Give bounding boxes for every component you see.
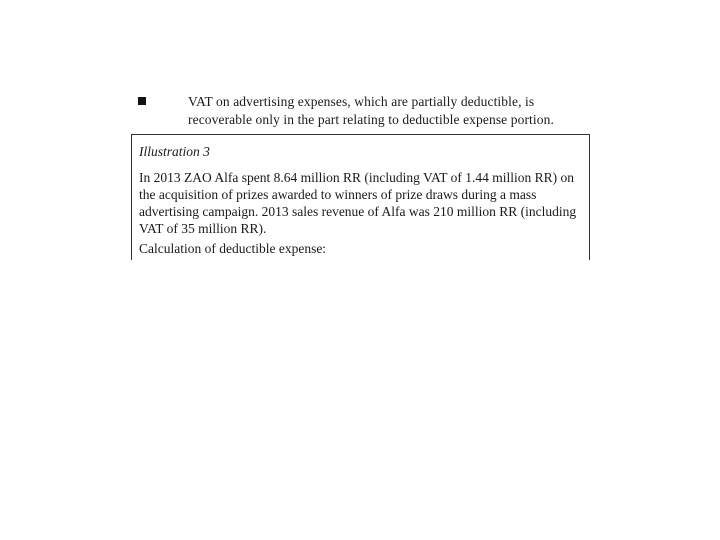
illustration-title: Illustration 3 <box>139 144 210 159</box>
square-bullet-icon <box>138 97 146 105</box>
calculation-label: Calculation of deductible expense: <box>139 241 327 256</box>
illustration-paragraph: In 2013 ZAO Alfa spent 8.64 million RR (including VAT of 1.44 million RR) on the acquisition of prizes awarded to winners of prize draws during a mass advertising campaign. 2013 sales revenue of Alfa was 210 million RR (including VAT of 35 million RR). <box>139 170 577 236</box>
illustration-box <box>131 134 590 260</box>
bullet-text: VAT on advertising expenses, which are partially deductible, is recoverable only in the part relating to deductible expense portion. <box>188 94 554 127</box>
